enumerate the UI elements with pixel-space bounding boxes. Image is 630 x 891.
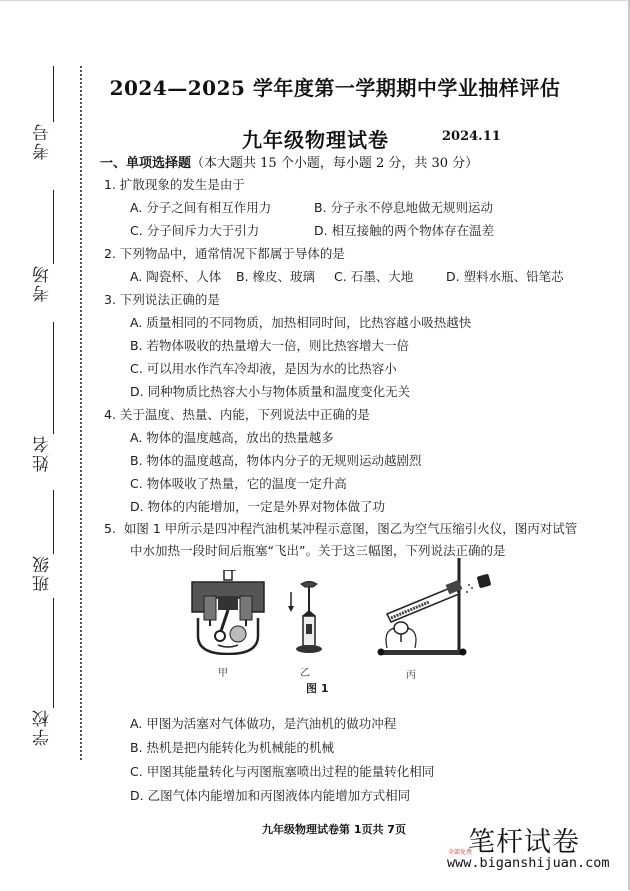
q4-option-a: A. 物体的温度越高，放出的热量越多 [130,430,334,445]
question-stem: 下列物品中，通常情况下都属于导体的是 [119,246,345,261]
exam-subtitle: 九年级物理试卷 [242,128,389,152]
q5-option-a: A. 甲图为活塞对气体做功，是汽油机的做功冲程 [130,716,397,731]
field-name [30,322,55,472]
question-number: 1. [104,177,116,192]
q5-option-b: B. 热机是把内能转化为机械能的机械 [130,740,335,755]
q5-option-c: C. 甲图其能量转化与丙图瓶塞喷出过程的能量转化相同 [130,764,435,779]
exam-date: 2024.11 [442,129,501,144]
question-stem: 关于温度、热量、内能，下列说法中正确的是 [119,407,370,422]
figure-caption-bing: 丙 [406,670,416,681]
question-number: 4. [104,407,116,422]
exam-number-label: 考号 [33,122,53,160]
question-stem: 下列说法正确的是 [119,292,220,307]
q4-option-b: B. 物体的温度越高，物体内分子的无规则运动越剧烈 [130,453,422,468]
question-stem: 扩散现象的发生是由于 [119,177,245,192]
exam-room-underline [53,190,54,264]
q4-option-d: D. 物体的内能增加，一定是外界对物体做了功 [130,499,386,514]
school-underline [53,598,54,708]
q3-option-c: C. 可以用水作汽车冷却液，是因为水的比热容小 [130,361,397,376]
section-title: 一、单项选择题 [100,156,192,171]
watermark-url[interactable]: www.biganshijuan.com [447,855,610,871]
q3-option-b: B. 若物体吸收的热量增大一倍，则比热容增大一倍 [130,338,410,353]
question-number: 5. [104,521,116,536]
q2-option-a: A. 陶瓷杯、人体 [130,269,222,284]
school-label: 学校 [33,708,53,746]
class-underline [53,490,54,554]
question-stem-line1: 如图 1 甲所示是四冲程汽油机某冲程示意图，图乙为空气压缩引火仪，图丙对试管 [123,521,578,536]
watermark-brand: 笔杆试卷 [468,827,580,858]
test-tube-heating-figure [355,554,495,659]
engine-cylinder-figure [188,570,268,655]
q3-option-a: A. 质量相同的不同物质，加热相同时间，比热容越小吸热越快 [130,315,472,330]
q3-option-d: D. 同种物质比热容大小与物体质量和温度变化无关 [130,384,411,399]
field-class [30,490,55,592]
q4-option-c: C. 物体吸收了热量，它的温度一定升高 [130,476,347,491]
q5-option-d: D. 乙图气体内能增加和丙图液体内能增加方式相同 [130,788,411,803]
q1-option-b: B. 分子永不停息地做无规则运动 [314,200,494,215]
q2-option-c: C. 石墨、大地 [334,269,414,284]
field-exam-room [30,190,55,302]
q1-option-d: D. 相互接触的两个物体存在温差 [314,223,495,238]
air-compression-igniter-figure [285,580,327,655]
question-2 [104,244,345,262]
page-footer: 九年级物理试卷第 1页共 7页 [262,823,406,836]
question-number: 3. [104,292,116,307]
q2-option-d: D. 塑料水瓶、铅笔芯 [446,269,564,284]
q2-option-b: B. 橡皮、玻璃 [236,269,316,284]
figure-caption-jia: 甲 [218,668,228,679]
q1-option-a: A. 分子之间有相互作用力 [130,200,272,215]
binding-dotted-line [80,66,82,760]
field-school [30,598,55,746]
question-1 [104,175,245,193]
class-label: 班级 [33,554,53,592]
name-underline [53,322,54,434]
figure-caption-yi: 乙 [300,668,310,679]
exam-title: 2024—2025 学年度第一学期期中学业抽样评估 [109,76,561,100]
question-number: 2. [104,246,116,261]
question-stem-line2: 中水加热一段时间后瓶塞“飞出”。关于这三幅图，下列说法正确的是 [130,543,506,558]
question-5 [104,519,577,537]
q1-option-c: C. 分子间斥力大于引力 [130,223,260,238]
section-note: （本大题共 15 个小题，每小题 2 分，共 30 分） [191,156,479,171]
name-label: 姓名 [33,434,53,472]
question-3 [104,290,220,308]
question-4 [104,405,370,423]
exam-number-underline [53,66,54,122]
figure-1-title: 图 1 [306,682,329,695]
watermark-free-tag: 全部免费 [448,849,473,856]
field-exam-number [30,66,55,160]
exam-room-label: 考场 [33,264,53,302]
section-heading [100,152,478,171]
